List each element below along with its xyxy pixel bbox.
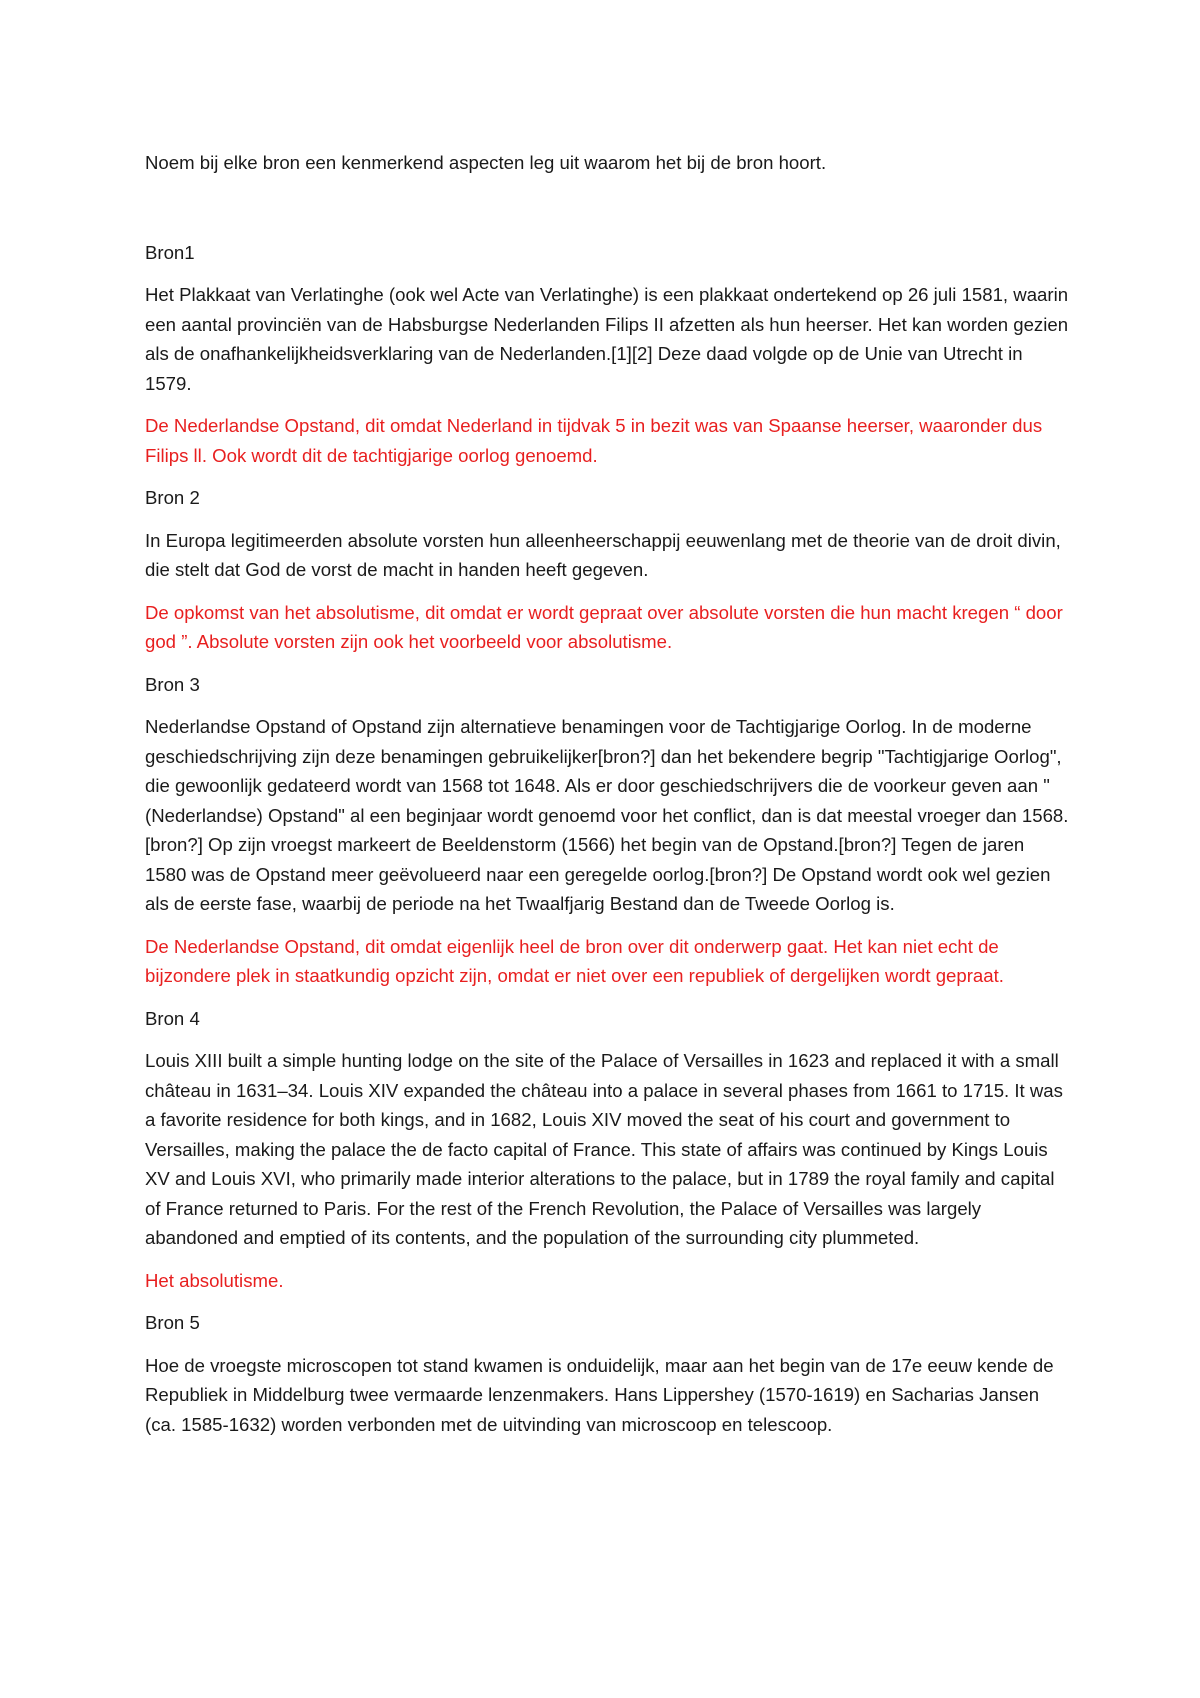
source-3-label: Bron 3 [145, 673, 200, 695]
source-5-text: Hoe de vroegste microscopen tot stand kwamen is onduidelijk, maar aan het begin van de 17e eeuw kende de Republiek in Middelburg twee vermaarde lenzenmakers. Hans Lippershey (1570-1619) en Sacharias Jansen (ca. 1585-1632) worden verbonden met de uitvinding van microscoop en telescoop. [145, 1354, 1054, 1435]
source-2-label: Bron 2 [145, 487, 200, 508]
source-1-label: Bron1 [145, 241, 195, 263]
source-1-answer: De Nederlandse Opstand, dit omdat Nederland in tijdvak 5 in bezit was van Spaanse heerser, waaronder dus Filips ll. Ook wordt dit de tachtigjarige oorlog genoemd. [145, 415, 1043, 466]
source-3-answer: De Nederlandse Opstand, dit omdat eigenlijk heel de bron over dit onderwerp gaat. Het kan niet echt de bijzondere plek in staatkundig opzicht zijn, omdat er niet over een republiek of dergelijken wordt gepraat. [145, 935, 1004, 986]
source-4-answer: Het absolutisme. [145, 1269, 284, 1291]
source-4-label: Bron 4 [145, 1007, 200, 1029]
source-5-label: Bron 5 [145, 1312, 200, 1333]
source-3-text: Nederlandse Opstand of Opstand zijn alternatieve benamingen voor de Tachtigjarige Oorlog. In de moderne geschiedschrijving zijn deze benamingen gebruikelijker[bron?] dan het bekendere begrip "Tachtigjarige Oorlog", die gewoonlijk gedateerd wordt van 1568 tot 1648. Als er door geschiedschrijvers die de voorkeur geven aan "(Nederlandse) Opstand" al een beginjaar wordt genoemd voor het conflict, dan is dat meestal vroeger dan 1568.[bron?] Op zijn vroegst markeert de Beeldenstorm (1566) het begin van de Opstand.[bron?] Tegen de jaren 1580 was de Opstand meer geëvolueerd naar een geregelde oorlog.[bron?] De Opstand wordt ook wel gezien als de eerste fase, waarbij de periode na het Twaalfjarig Bestand dan de Tweede Oorlog is. [145, 716, 1069, 914]
source-1-text: Het Plakkaat van Verlatinghe (ook wel Acte van Verlatinghe) is een plakkaat ondertekend op 26 juli 1581, waarin een aantal provinciën van de Habsburgse Nederlanden Filips II afzetten als hun heerser. Het kan worden gezien als de onafhankelijkheidsverklaring van de Nederlanden.[1][2] Deze daad volgde op de Unie van Utrecht in 1579. [145, 284, 1069, 394]
source-2-text: In Europa legitimeerden absolute vorsten hun alleenheerschappij eeuwenlang met de theorie van de droit divin, die stelt dat God de vorst de macht in handen heeft gegeven. [145, 529, 1061, 580]
assignment-instruction: Noem bij elke bron een kenmerkend aspecten leg uit waarom het bij de bron hoort. [145, 152, 827, 173]
source-2-answer: De opkomst van het absolutisme, dit omdat er wordt gepraat over absolute vorsten die hun macht kregen “ door god ”. Absolute vorsten zijn ook het voorbeeld voor absolutisme. [145, 601, 1063, 652]
document-content [145, 148, 1070, 1452]
source-4-text: Louis XIII built a simple hunting lodge on the site of the Palace of Versailles in 1623 and replaced it with a small château in 1631–34. Louis XIV expanded the château into a palace in several phases from 1661 to 1715. It was a favorite residence for both kings, and in 1682, Louis XIV moved the seat of his court and government to Versailles, making the palace the de facto capital of France. This state of affairs was continued by Kings Louis XV and Louis XVI, who primarily made interior alterations to the palace, but in 1789 the royal family and capital of France returned to Paris. For the rest of the French Revolution, the Palace of Versailles was largely abandoned and emptied of its contents, and the population of the surrounding city plummeted. [145, 1050, 1063, 1248]
